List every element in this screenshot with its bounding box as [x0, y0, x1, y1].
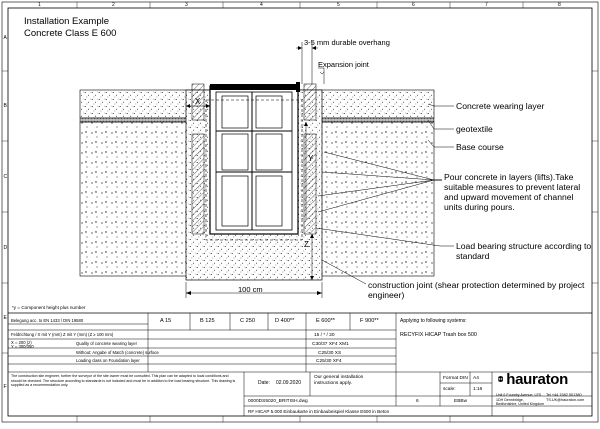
grid-letter: F [3, 384, 7, 390]
hauraton-logo [498, 370, 568, 388]
e600-value-1: 15 / * / 20 [314, 333, 335, 338]
e600-value-4: C25/30 XF4 [316, 359, 342, 364]
row-label-without: Without: Angabe of Match (concrete) surface [76, 350, 159, 355]
construction-joint-callout: construction joint (shear protection determined by project engineer) [368, 280, 585, 300]
y-dimension-label: Y [308, 154, 314, 163]
grid-letter: A [3, 35, 7, 41]
wearing-layer-callout: Concrete wearing layer [456, 101, 545, 111]
footnote: *y = Component height plus number [12, 305, 86, 310]
class-c250: C 250 [240, 318, 255, 324]
hauraton-logo-icon [498, 371, 503, 387]
company-phone: Tel +44 1582 501380 [546, 393, 582, 397]
grid-letter: B [3, 103, 7, 109]
title-line-2: Concrete Class E 600 [24, 28, 117, 39]
format-value: A4 [473, 376, 479, 381]
e600-value-2: C30/37 XF4 XM1 [312, 342, 349, 347]
editor: EBBw [454, 399, 468, 404]
grid-letter: D [3, 245, 8, 251]
grate-cover [210, 84, 298, 90]
z-dimension-label: Z [304, 240, 309, 249]
grid-number: 8 [558, 2, 561, 8]
class-f900: F 900** [360, 318, 379, 324]
grid-letter: C [3, 174, 8, 180]
grid-letter: E [3, 315, 7, 321]
grid-number: 6 [412, 2, 415, 8]
grid-number: 7 [485, 2, 488, 8]
title-line-1: Installation Example [24, 16, 110, 27]
base-course-callout: Base course [456, 142, 504, 152]
x-dimension-label: X [195, 97, 201, 106]
notes-text: The construction site engineer, further the surveyor of the site owner must be consulted. This plan can be adapted to local conditions and should be checked. The structure according to standards is not included and must be in addition to the load bearing structure. This drawing is supplied as a recommendation only. [11, 374, 236, 388]
class-a15: A 15 [160, 318, 172, 324]
applying-label: Applying to following systems: [400, 318, 467, 324]
date-label: Date: [258, 380, 270, 386]
company-address: Unit 6 Foundry Avenue, LE5 1DH Dennbridge, Bedfordshire, United Kingdom [496, 393, 544, 406]
grid-number: 5 [337, 2, 340, 8]
width-dimension: 100 cm [238, 285, 263, 294]
geotextile-callout: geotextile [456, 124, 493, 134]
drawing-title: RF HICAP 5.000 Einbaukarte in Einbaubeispiel Klasse E600 in Beton [248, 409, 390, 414]
row-label-feldrichtung: Feldrichtung / X mit Y (mm) Z mit Y (mm) (Z ≥ 100 mm) [11, 332, 114, 337]
overhang-callout: 3-5 mm durable overhang [304, 38, 390, 47]
row-label-belegung: Belegung acc. to EN 1433 / DIN 19580 [11, 318, 84, 323]
date-value: 02.09.2020 [276, 380, 302, 386]
class-d400: D 400** [275, 318, 295, 324]
scale-value: 1:16 [473, 387, 483, 392]
row-label-quality: Quality of concrete wearing layer [76, 341, 137, 346]
pour-concrete-callout: Pour concrete in layers (lifts).Take suitable measures to prevent lateral and upward movement of channel units during pours. [444, 172, 581, 212]
company-email: TS.UK@hauraton.com [546, 398, 585, 402]
row-label-x: X = 200 (z) [11, 340, 32, 345]
system-name: RECYFIX HICAP Trash box 500 [400, 332, 477, 338]
class-b125: B 125 [200, 318, 215, 324]
row-label-loading: Loading class on Foundation layer [76, 358, 140, 363]
row-label-y: Y = 300/350 [11, 344, 34, 349]
sheet-number: 6 [416, 399, 419, 404]
file-name: 0000DS5020_BRITISH.dwg [248, 399, 308, 404]
grid-number: 3 [185, 2, 188, 8]
format-label: Format DIN [443, 376, 468, 381]
grid-number: 4 [260, 2, 263, 8]
grid-number: 2 [112, 2, 115, 8]
grid-number: 1 [38, 2, 41, 8]
scale-label: scale: [443, 387, 456, 392]
channel-unit [210, 86, 298, 234]
general-instructions: Our general installation instructions apply. [314, 375, 364, 386]
e600-value-3: C25/30 XS [318, 351, 342, 356]
expansion-joint-callout: Expansion joint [318, 60, 369, 69]
class-e600: E 600** [316, 318, 335, 324]
load-bearing-callout: Load bearing structure according to standard [456, 241, 592, 261]
company-name: hauraton [506, 370, 568, 388]
